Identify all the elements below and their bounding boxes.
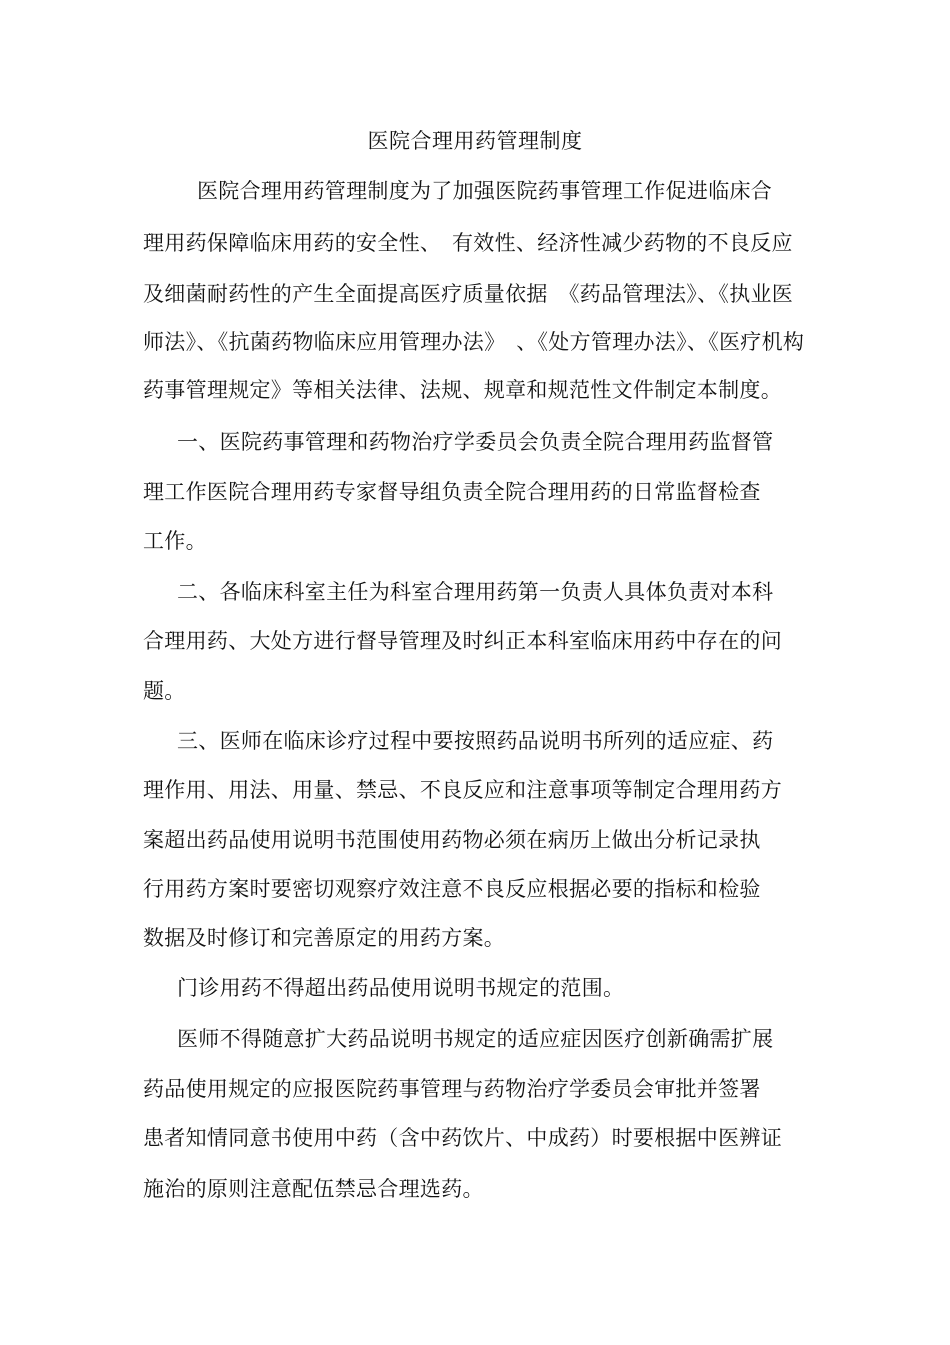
paragraph-line: 及细菌耐药性的产生全面提高医疗质量依据 《药品管理法》、《执业医 (143, 282, 794, 306)
paragraph-line: 工作。 (143, 529, 207, 553)
paragraph-line: 理作用、用法、用量、禁忌、不良反应和注意事项等制定合理用药方 (143, 778, 782, 802)
paragraph-line: 题。 (143, 679, 186, 703)
paragraph-line: 理工作医院合理用药专家督导组负责全院合理用药的日常监督检查 (143, 480, 761, 504)
paragraph-line: 理用药保障临床用药的安全性、 有效性、经济性减少药物的不良反应 (143, 231, 793, 255)
paragraph-line: 医师不得随意扩大药品说明书规定的适应症因医疗创新确需扩展 (177, 1027, 774, 1051)
paragraph-line: 案超出药品使用说明书范围使用药物必须在病历上做出分析记录执 (143, 828, 761, 852)
paragraph-line: 一、医院药事管理和药物治疗学委员会负责全院合理用药监督管 (177, 430, 774, 454)
paragraph-line: 药品使用规定的应报医院药事管理与药物治疗学委员会审批并签署 (143, 1077, 761, 1101)
paragraph-line: 患者知情同意书使用中药（含中药饮片、中成药）时要根据中医辨证 (143, 1126, 782, 1150)
paragraph-line: 药事管理规定》等相关法律、法规、规章和规范性文件制定本制度。 (143, 378, 782, 402)
paragraph-line: 师法》、《抗菌药物临床应用管理办法》 、《处方管理办法》、《医疗机构 (143, 330, 805, 354)
document-title: 医院合理用药管理制度 (367, 129, 583, 153)
paragraph-line: 数据及时修订和完善原定的用药方案。 (143, 926, 506, 950)
paragraph-line: 合理用药、大处方进行督导管理及时纠正本科室临床用药中存在的问 (143, 629, 782, 653)
paragraph-line: 门诊用药不得超出药品使用说明书规定的范围。 (177, 976, 625, 1000)
paragraph-line: 医院合理用药管理制度为了加强医院药事管理工作促进临床合 (197, 179, 773, 203)
paragraph-line: 二、各临床科室主任为科室合理用药第一负责人具体负责对本科 (177, 580, 774, 604)
paragraph-line: 三、医师在临床诊疗过程中要按照药品说明书所列的适应症、药 (177, 729, 774, 753)
paragraph-line: 施治的原则注意配伍禁忌合理选药。 (143, 1177, 484, 1201)
paragraph-line: 行用药方案时要密切观察疗效注意不良反应根据必要的指标和检验 (143, 877, 761, 901)
